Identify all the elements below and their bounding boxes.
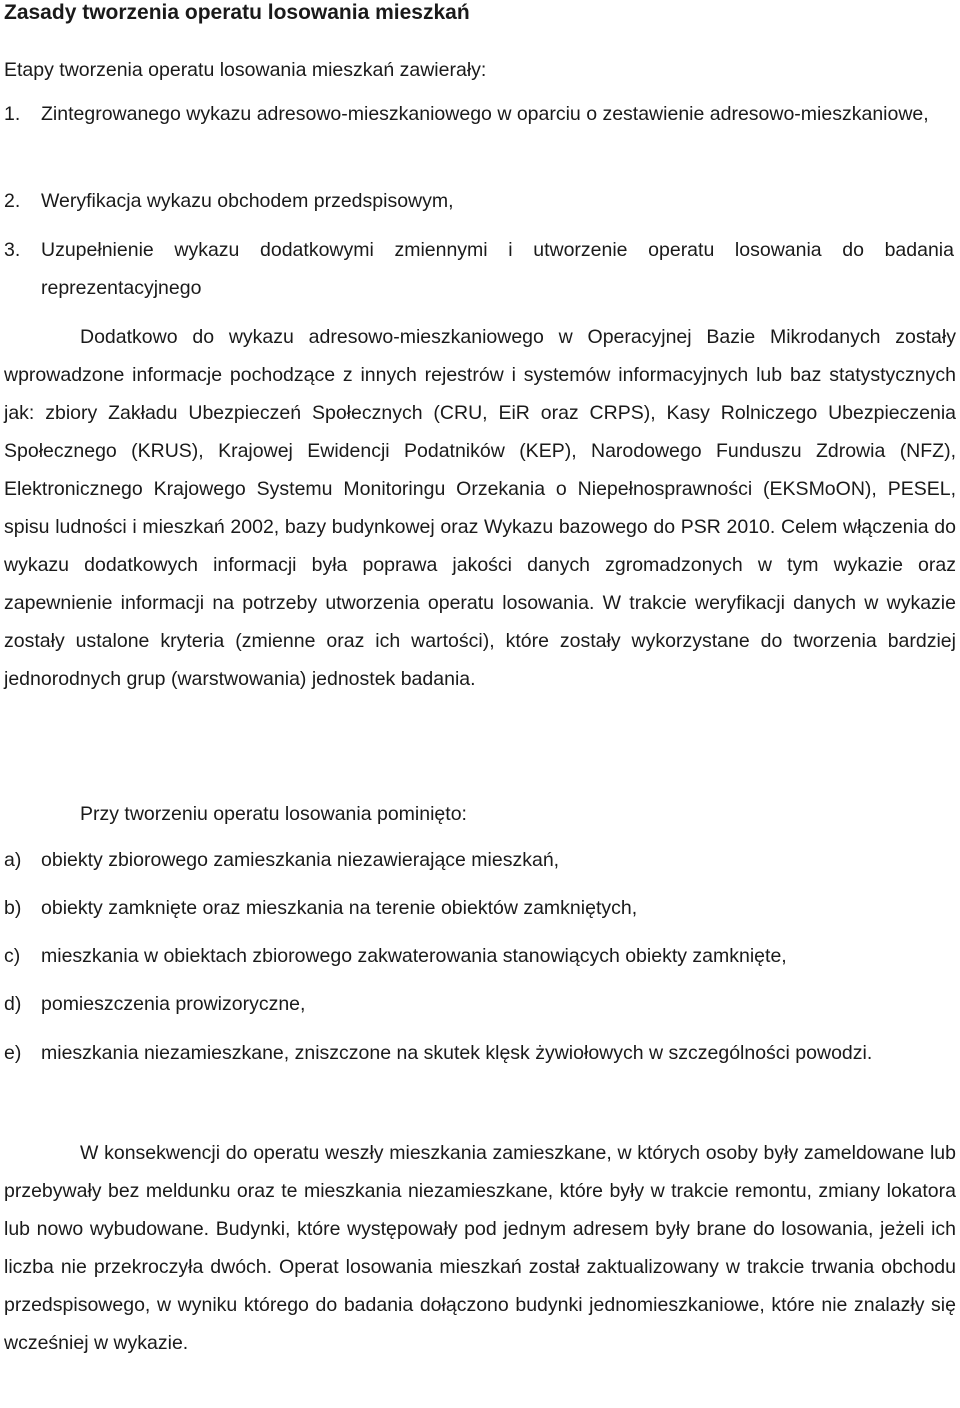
omitted-label: d) <box>4 993 22 1015</box>
omitted-item <box>4 985 956 1023</box>
paragraph-additional-data: Dodatkowo do wykazu adresowo-mieszkaniowego w Operacyjnej Bazie Mikrodanych zostały wprowadzone informacje pochodzące z innych rejestrów i systemów informacyjnych lub baz statystycznych jak: zbiory Zakładu Ubezpieczeń Społecznych (CRU, EiR oraz CRPS), Kasy Rolniczego Ubezpieczenia Społecznego (KRUS), Krajowej Ewidencji Podatników (KEP), Narodowego Funduszu Zdrowia (NFZ), Elektronicznego Krajowego Systemu Monitoringu Orzekania o Niepełnosprawności (EKSMoON), PESEL, spisu ludności i mieszkań 2002, bazy budynkowej oraz Wykazu bazowego do PSR 2010. Celem włączenia do wykazu dodatkowych informacji była poprawa jakości danych zgromadzonych w tym wykazie oraz zapewnienie informacji na potrzeby utworzenia operatu losowania. W trakcie weryfikacji danych w wykazie zostały ustalone kryteria (zmienne oraz ich wartości), które zostały wykorzystane do tworzenia bardziej jednorodnych grup (warstwowania) jednostek badania. <box>4 326 956 690</box>
intro-text: Etapy tworzenia operatu losowania mieszkań zawierały: <box>4 59 487 81</box>
omitted-title: Przy tworzeniu operatu losowania pominięto: <box>80 803 467 825</box>
step-text: Weryfikacja wykazu obchodem przedspisowym, <box>41 190 454 212</box>
omitted-label: c) <box>4 945 21 967</box>
omitted-item <box>4 841 956 879</box>
step-number: 2. <box>4 190 21 212</box>
step-number: 3. <box>4 239 21 261</box>
omitted-text: mieszkania w obiektach zbiorowego zakwaterowania stanowiących obiekty zamknięte, <box>41 945 787 967</box>
omitted-label: a) <box>4 849 22 871</box>
step-number: 1. <box>4 103 21 125</box>
omitted-text: pomieszczenia prowizoryczne, <box>41 993 306 1015</box>
omitted-item <box>4 937 956 975</box>
step-item <box>4 231 954 307</box>
omitted-item <box>4 1034 956 1072</box>
omitted-item <box>4 889 956 927</box>
omitted-text: obiekty zamknięte oraz mieszkania na terenie obiektów zamkniętych, <box>41 897 638 919</box>
omitted-text: obiekty zbiorowego zamieszkania niezawierające mieszkań, <box>41 849 560 871</box>
step-text: Uzupełnienie wykazu dodatkowymi zmiennymi i utworzenie operatu losowania do badania reprezentacyjnego <box>41 239 954 299</box>
step-item <box>4 95 954 133</box>
omitted-text: mieszkania niezamieszkane, zniszczone na skutek klęsk żywiołowych w szczególności powodzi. <box>41 1042 873 1064</box>
omitted-label: b) <box>4 897 22 919</box>
step-item <box>4 182 954 220</box>
step-text: Zintegrowanego wykazu adresowo-mieszkaniowego w oparciu o zestawienie adresowo-mieszkaniowe, <box>41 103 929 125</box>
omitted-label: e) <box>4 1042 22 1064</box>
paragraph-consequences: W konsekwencji do operatu weszły mieszkania zamieszkane, w których osoby były zameldowane lub przebywały bez meldunku oraz te mieszkania niezamieszkane, które były w trakcie remontu, zmiany lokatora lub nowo wybudowane. Budynki, które występowały pod jednym adresem były brane do losowania, jeżeli ich liczba nie przekroczyła dwóch. Operat losowania mieszkań został zaktualizowany w trakcie trwania obchodu przedspisowego, w wyniku którego do badania dołączono budynki jednomieszkaniowe, które nie znalazły się wcześniej w wykazie. <box>4 1142 956 1354</box>
document-title: Zasady tworzenia operatu losowania mieszkań <box>4 1 470 24</box>
